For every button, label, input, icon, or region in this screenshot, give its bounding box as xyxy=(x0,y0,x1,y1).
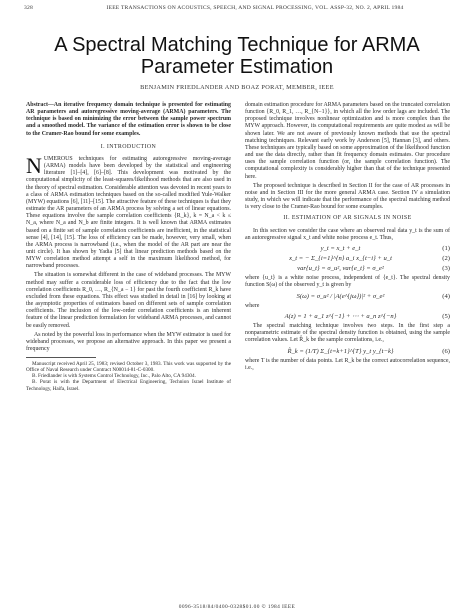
equation-5 xyxy=(245,313,450,320)
equation-3-expr: var{u_t} = σ_u², var{e_t} = σ_e² xyxy=(297,265,384,273)
equation-3 xyxy=(245,265,450,272)
right-paragraph-1: domain estimation procedure for ARMA parameters based on the truncated correlation function {R_0, R_1, …, R_{N−1}}, in which all the low order lags are included. The proposed technique involves nonlinear optimization and is more complex than the MYW approach. However, its computational requirements are quite modest as will be shown later. We are not aware of previously known methods that use the spectral matching techniques. Relevant early work by Anderson [5], Hannan [3], and others. These techniques are typically based on some approximation of the likelihood function and use the data directly, rather than fit frequency domain estimates. Our procedure uses the sample correlation function (or, the sample correlation function). The computational complexity is considerably higher than that of the technique presented here. xyxy=(245,102,450,180)
drop-cap: N xyxy=(26,152,42,178)
title-line-2: Parameter Estimation xyxy=(140,56,334,78)
left-column xyxy=(26,102,231,392)
equation-4-expr: S(ω) = σ_u² / |A(e^{jω})|² + σ_e² xyxy=(296,292,385,300)
title-line-1: A Spectral Matching Technique for ARMA xyxy=(54,34,420,56)
footnote-author-1: B. Friedlander is with Systems Control Technology, Inc., Palo Alto, CA 94304. xyxy=(32,373,196,380)
equation-2-number: (2) xyxy=(442,254,450,262)
intro-paragraph-1 xyxy=(26,152,231,271)
equation-5-number: (5) xyxy=(442,312,450,320)
journal-name: IEEE TRANSACTIONS ON ACOUSTICS, SPEECH, AND SIGNAL PROCESSING, VOL. ASSP-32, NO. 2, APRIL 1984 xyxy=(106,5,404,11)
author-line: BENJAMIN FRIEDLANDER AND BOAZ PORAT, MEMBER, IEEE xyxy=(140,84,334,91)
paragraph-after-eq3: where {u_t} is a white noise process, independent of {e_t}. The spectral density function S(ω) of the observed y_t is given by xyxy=(245,275,450,289)
running-head xyxy=(24,5,458,11)
footnote-author-2: B. Porat is with the Department of Electrical Engineering, Technion Israel Institute of Technology, Haifa, Israel. xyxy=(26,379,231,392)
equation-5-expr: A(z) = 1 + a_1 z^{−1} + ⋯ + a_n z^{−n} xyxy=(284,312,397,320)
equation-6 xyxy=(245,348,450,355)
equation-2-expr: x_t = − Σ_{i=1}^{n} a_i x_{t−i} + u_t xyxy=(289,254,392,262)
equation-6-number: (6) xyxy=(442,347,450,355)
copyright-code: 0096-3518/84/0400-0328$01.00 © 1984 IEEE xyxy=(178,604,296,610)
intro-paragraph-2: The situation is somewhat different in the case of wideband processes. The MYW method may suffer a considerable loss of efficiency due to the fact that the low correlation coefficients R_0, …, R_{N_a − 1} for past the fourth coefficient R_k have excluded from these equations. This effect was studied in detail in [16] by looking at the asymptotic properties of estimators based on different sets of sample correlation coefficients. The inclusion of the low-order correlation coefficients is an inherent feature of the linear prediction formulation for wideband ARMA processes, and cannot be easily removed. xyxy=(26,272,231,329)
equation-1 xyxy=(245,245,450,252)
section2-intro: In this section we consider the case where an observed real data y_t is the sum of an autoregressive signal x_t and white noise process e_t. Thus, xyxy=(245,227,450,241)
paragraph-last: where T is the number of data points. Let R_k be the correct autocorrelation sequence, i.e., xyxy=(245,357,450,371)
abstract xyxy=(26,102,231,138)
equation-1-number: (1) xyxy=(442,244,450,252)
footnote-manuscript: Manuscript received April 25, 1983; revised October 3, 1983. This work was supported by the Office of Naval Research under Contract N00014-81-C-0300. xyxy=(26,361,231,374)
equation-2 xyxy=(245,255,450,262)
page-number: 328 xyxy=(24,5,33,11)
intro-paragraph-3: As noted by the powerful loss in performance when the MYW estimator is used for wideband processes, we propose an alternative approach. In this paper we present a frequency xyxy=(26,331,231,352)
equation-1-expr: y_t = x_t + e_t xyxy=(320,244,361,252)
footnote-divider xyxy=(26,357,96,358)
right-paragraph-2: The proposed technique is described in Section II for the case of AR processes in noise and in Section III for the more general ARMA case. Section IV a simulation study, in which we will indicate that the performance of the spectral matching method is very close to the Cramer-Rao bound for some examples. xyxy=(245,182,450,211)
abstract-text: Abstract—An iterative frequency domain technique is presented for estimating AR parameters and autoregressive moving-average (ARMA) parameters. The technique is based on minimizing the error between the sample power spectrum and a smoothed model. The variance of the estimation error is shown to be close to the Cramer-Rao bound for some examples. xyxy=(26,102,231,137)
equation-4-number: (4) xyxy=(442,292,450,300)
section-heading-ar-in-noise: II. ESTIMATION OF AR SIGNALS IN NOISE xyxy=(283,215,412,222)
section-heading-introduction: I. INTRODUCTION xyxy=(100,143,157,150)
paper-title xyxy=(0,34,474,78)
equation-4 xyxy=(245,293,450,300)
paragraph-after-eq5: The spectral matching technique involves two steps. In the first step a nonparametric estimate of the spectral density function is obtained, using the sample correlation values. Let R̂_k be the sample correlations, i.e., xyxy=(245,323,450,344)
intro-paragraph-1-text: UMEROUS techniques for estimating autoregressive moving-average (ARMA) models have been developed by the statistical and engineering literature [1]–[4], [6]–[8]. This development was motivated by the computational simplicity of the least-squares/likelihood methods that are also used in the theory of spectral estimation. Considerable attention was devoted in recent years to a class of ARMA estimation techniques based on the so-called modified Yule-Walker (MYW) equations [6], [11]–[15]. The attractive feature of these techniques is that they estimate the AR parameters of an ARMA process by solving a set of linear equations. These equations involve the sample correlation coefficients {R_k}, k = N_a < k ≤ N_a, where N_a and N_b are finite integers. It is well known that ARMA estimates based on a finite set of sample correlation coefficients are inefficient, in the statistical sense [4], [14], [15]. The loss of efficiency can be made, however, very small, when the ARMA process is narrowband (i.e., when the model of the AR part are near the unit circle). It has shown by Yadia [5] that linear prediction methods based on the MYW correlation method attempt a self in the maximum likelihood method, for narrowband processes. xyxy=(26,155,231,270)
right-column xyxy=(245,102,450,374)
equation-3-number: (3) xyxy=(442,265,450,273)
where-label: where xyxy=(245,302,260,309)
equation-6-expr: R̂_k = (1/T) Σ_{t=k+1}^{T} y_t y_{t−k} xyxy=(287,347,394,355)
